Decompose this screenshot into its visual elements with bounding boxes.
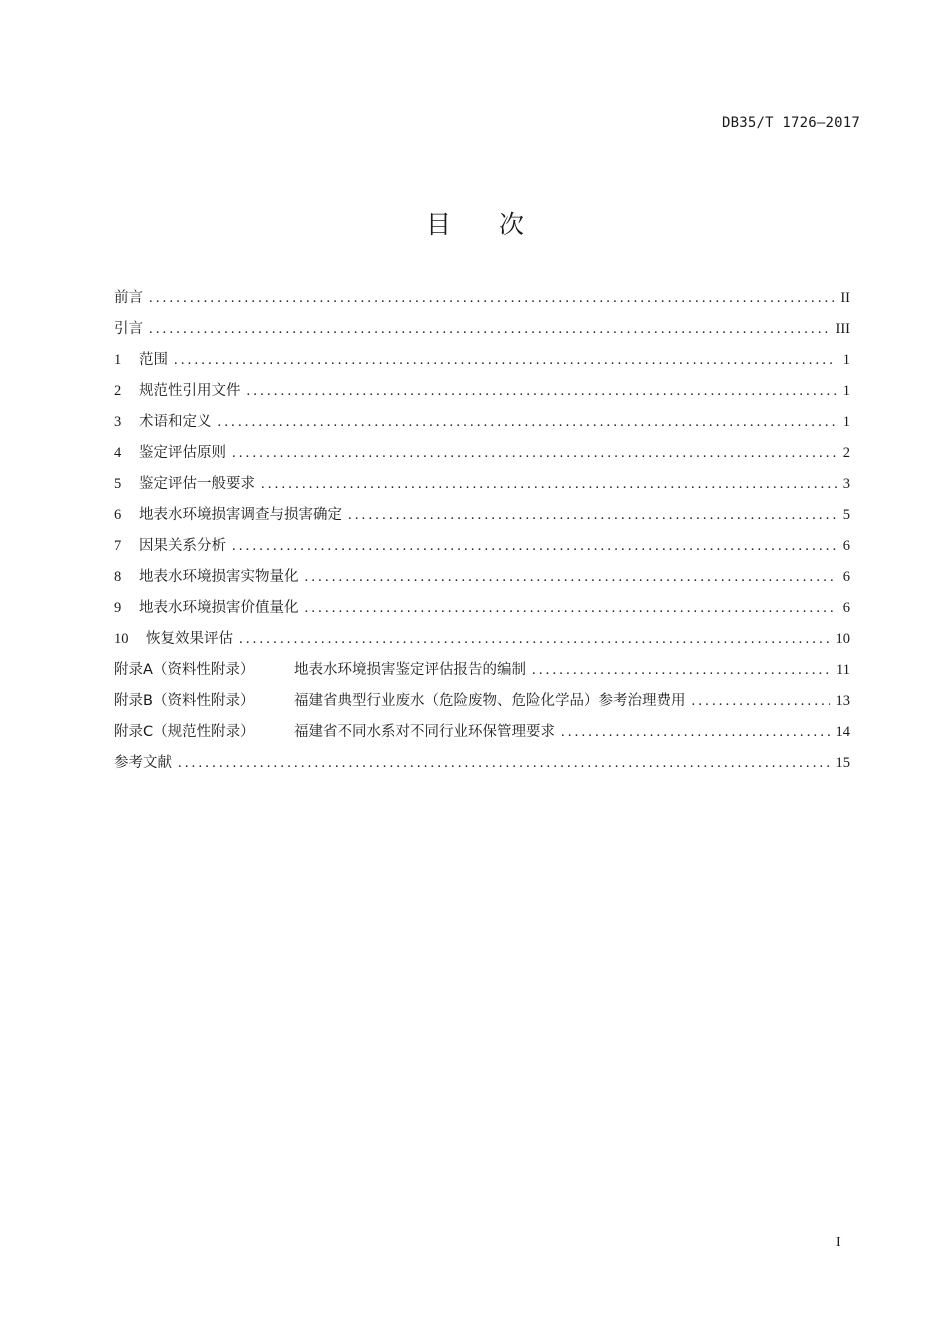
toc-entry-title xyxy=(114,565,299,586)
toc-entry-number: 1 xyxy=(114,352,122,368)
toc-entry[interactable] xyxy=(114,410,850,441)
toc-entry-title xyxy=(114,348,168,369)
toc-entry[interactable] xyxy=(114,565,850,596)
dot-leader xyxy=(348,507,837,524)
dot-leader xyxy=(692,693,830,710)
toc-page-number: 13 xyxy=(835,693,850,709)
toc-page-number: 11 xyxy=(836,662,850,678)
dot-leader xyxy=(305,569,837,586)
dot-leader xyxy=(218,414,837,431)
dot-leader xyxy=(232,445,837,462)
toc-entry[interactable] xyxy=(114,286,850,317)
toc-entry-number: 5 xyxy=(114,476,122,492)
dot-leader xyxy=(239,631,830,648)
toc-entry[interactable] xyxy=(114,472,850,503)
toc-entry-number: 7 xyxy=(114,538,122,554)
toc-page-number: II xyxy=(840,290,850,306)
toc-entry[interactable] xyxy=(114,751,850,782)
toc-entry-number: 8 xyxy=(114,569,122,585)
document-number: DB35/T 1726—2017 xyxy=(721,115,860,131)
toc-entry-title xyxy=(114,410,212,431)
toc-page-number: 6 xyxy=(842,600,850,616)
toc-entry-label: 引言 xyxy=(114,321,143,337)
toc-entry[interactable] xyxy=(114,503,850,534)
toc-entry[interactable] xyxy=(114,689,850,720)
toc-entry[interactable] xyxy=(114,441,850,472)
toc-page-number: III xyxy=(835,321,850,337)
toc-page-number: 2 xyxy=(842,445,850,461)
toc-entry-number: 4 xyxy=(114,445,122,461)
toc-entry-title xyxy=(114,627,233,648)
toc-page-number: 5 xyxy=(842,507,850,523)
toc-entry[interactable] xyxy=(114,348,850,379)
toc-entry-label: 术语和定义 xyxy=(139,414,212,430)
toc-entry-label: 福建省典型行业废水（危险废物、危险化学品）参考治理费用 xyxy=(294,693,686,709)
toc-entry-label: 福建省不同水系对不同行业环保管理要求 xyxy=(294,724,555,740)
toc-entry-title xyxy=(114,596,299,617)
toc-entry-title xyxy=(114,503,342,524)
toc-entry-label: 规范性引用文件 xyxy=(139,383,241,399)
toc-entry-label: 鉴定评估一般要求 xyxy=(139,476,255,492)
toc-entry-label: 范围 xyxy=(139,352,168,368)
dot-leader xyxy=(247,383,837,400)
toc-annex-tag: 附录A（资料性附录） xyxy=(114,662,255,678)
toc-page-number: 3 xyxy=(842,476,850,492)
toc-entry-label: 地表水环境损害价值量化 xyxy=(139,600,299,616)
toc-entry-title xyxy=(114,689,686,710)
dot-leader xyxy=(261,476,837,493)
toc-entry-title xyxy=(114,751,172,772)
dot-leader xyxy=(149,321,830,338)
toc-page-number: 1 xyxy=(842,383,850,399)
toc-entry[interactable] xyxy=(114,534,850,565)
toc-entry-title xyxy=(114,472,255,493)
toc-entry-number: 9 xyxy=(114,600,122,616)
dot-leader xyxy=(174,352,837,369)
dot-leader xyxy=(561,724,830,741)
toc-entry[interactable] xyxy=(114,379,850,410)
toc-entry-label: 地表水环境损害实物量化 xyxy=(139,569,299,585)
toc-entry-title xyxy=(114,379,241,400)
toc-entry[interactable] xyxy=(114,658,850,689)
toc-entry-label: 参考文献 xyxy=(114,755,172,771)
table-of-contents xyxy=(114,286,850,782)
toc-entry-number: 3 xyxy=(114,414,122,430)
toc-entry-title xyxy=(114,441,226,462)
toc-annex-tag: 附录C（规范性附录） xyxy=(114,724,255,740)
toc-page-number: 1 xyxy=(842,414,850,430)
toc-entry-title xyxy=(114,317,143,338)
toc-entry-label: 地表水环境损害调查与损害确定 xyxy=(139,507,342,523)
toc-page-number: 1 xyxy=(842,352,850,368)
toc-entry-number: 2 xyxy=(114,383,122,399)
toc-entry-label: 前言 xyxy=(114,290,143,306)
toc-entry-label: 恢复效果评估 xyxy=(146,631,233,647)
page-title: 目次 xyxy=(425,210,572,239)
toc-entry[interactable] xyxy=(114,720,850,751)
dot-leader xyxy=(178,755,830,772)
toc-page-number: 14 xyxy=(835,724,850,740)
dot-leader xyxy=(232,538,837,555)
toc-entry-number: 10 xyxy=(114,631,129,647)
dot-leader xyxy=(532,662,830,679)
toc-entry-title xyxy=(114,534,226,555)
toc-entry-label: 鉴定评估原则 xyxy=(139,445,226,461)
toc-entry-label: 地表水环境损害鉴定评估报告的编制 xyxy=(294,662,526,678)
toc-annex-tag: 附录B（资料性附录） xyxy=(114,693,255,709)
toc-entry-title xyxy=(114,658,526,679)
toc-entry[interactable] xyxy=(114,627,850,658)
toc-entry-label: 因果关系分析 xyxy=(139,538,226,554)
toc-entry-number: 6 xyxy=(114,507,122,523)
toc-page-number: 10 xyxy=(835,631,850,647)
toc-entry[interactable] xyxy=(114,317,850,348)
dot-leader xyxy=(305,600,837,617)
toc-page-number: 6 xyxy=(842,569,850,585)
toc-entry-title xyxy=(114,720,555,741)
toc-entry[interactable] xyxy=(114,596,850,627)
toc-page-number: 6 xyxy=(842,538,850,554)
dot-leader xyxy=(149,290,834,307)
page-number: I xyxy=(836,1235,841,1250)
toc-entry-title xyxy=(114,286,143,307)
toc-page-number: 15 xyxy=(835,755,850,771)
